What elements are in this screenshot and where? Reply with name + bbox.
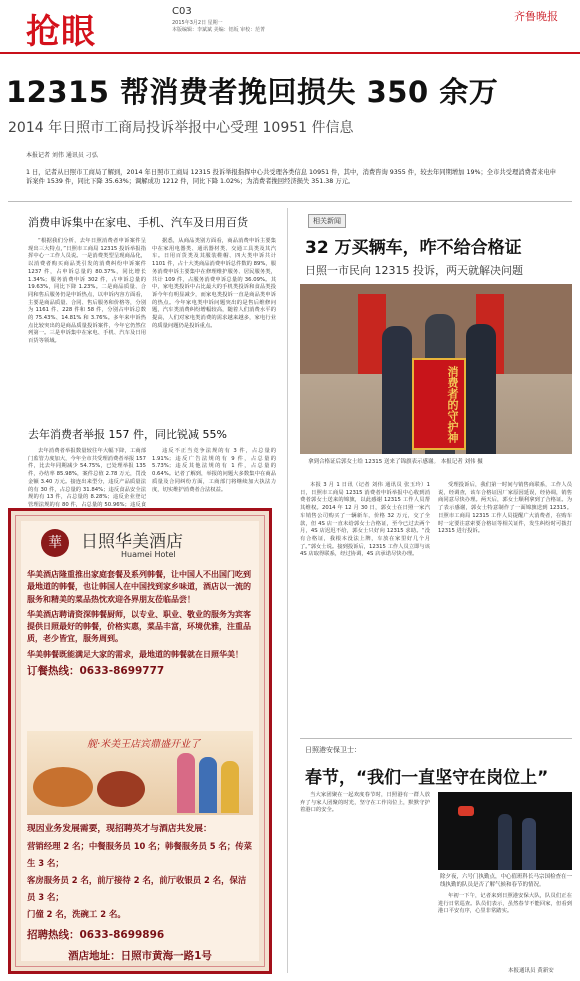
section2-col2: 违反不正当竞争法规的有 3 件，占总量的 1.91%；违反广告法规的有 9 件，占总量的 5.73%；违反其他法规的有 1 件，占总量的 0.64%。记者了解到，举报的问题大多数集中在商品质量及合同纠纷方面，工商部门将继续加大执法力度，切实维护消费者合法权益。 xyxy=(152,448,276,493)
related-col1: 本报 3 月 1 日讯（记者 刘伟 通讯员 张玉玲）1 日，日照市工商局 12315 消费者申诉举报中心收到消费者郭女士送来的锦旗，以此感谢 12315 工作人员帮其维权。2014 年 12 月 30 日，郭女士在日照一家汽车销售公司购买了一辆新车，价格 32 万元，交了全款，但 4S 店一直未给郭女士合格证，至今已过去两个月，4S 店迟迟不给，郭女士只好向 12315 求助。“没有合格证，我根本没法上牌，车放在家里好几个月了。”郭女士说。接到投诉后，12315 工作人员立即与该 4S 店取得联系，经过协调，4S 店承诺尽快办理。 xyxy=(300,482,430,558)
recruit-row: 门僮 2 名，洗碗工 2 名。 xyxy=(27,909,126,919)
section2-col1: 去年消费者举报数量较往年大幅下降，工商部门监管力度加大，今年全市共受理消费者举报 157 件，比去年同期减少 54.75%，已处理举报 135 件，办结率 85.98%，案件总值 2.78 万元，罚没金额 3.40 万元。接连出来型分，违反产品质量法的有 30 件，占总量的 31.84%；违反食品安全法规的有 13 件，占总量的 8.28%；违反企业登记管理法规的有 80 件，占总量的 50.96%；违反食 xyxy=(28,448,146,508)
divider xyxy=(8,201,572,202)
ad-inner xyxy=(21,521,259,961)
night-photo-caption: 除夕夜，六号门执勤点，中心值班科长马宗国检查在一线执勤的队员是否了解气候和春节的情况。 xyxy=(440,874,573,888)
divider xyxy=(300,738,572,739)
lantern xyxy=(458,806,474,816)
main-byline: 本报记者 刘伟 通讯员 刁弘 xyxy=(26,152,98,159)
masthead-meta xyxy=(172,20,312,34)
dish-image xyxy=(97,771,145,807)
related-subhead: 日照一市民向 12315 投诉，两天就解决问题 xyxy=(305,264,523,277)
third-col2: 年初一下午，记者来到日照港安保大队，队员们正在进行日常巡查。队员们表示，虽然春节不能回家，但看到港口平安有序，心里非常踏实。 xyxy=(438,893,572,915)
page-code: C03 xyxy=(172,6,192,17)
person-right xyxy=(466,324,496,454)
third-col1: 当大家团聚在一起欢度春节时，日照港有一群人放弃了与家人团聚的时光，坚守在工作岗位上，默默守护着港口的安全。 xyxy=(300,792,430,814)
recruit-title: 现因业务发展需要，现招聘英才与酒店共发展： xyxy=(27,824,212,834)
section1-col1: “根据我们分析，去年日照消费者申诉案件呈现出三大特点，”日照市工商局 12315 投诉举报指挥中心一工作人员说。一是消费类型呈现商品化，以消费者购买商品类引发的消费纠纷申诉案件 1237 件，占申诉总量的 80.37%，同比增长 1.34%；服务消费申诉 302 件，占申诉总量的 19.63%，同比下降 1.23%。二是商品质量、合同和售后服务仍是申诉热点，以申诉内容方面看，主要是商品质量、合同、售后服务和价格等，分别为 1161 件、228 件和 58 件，分别占申诉总数的 75.43%、14.81% 和 3.76%。多年来申诉热点比较突出的是商品质量投诉案件，今年它仍然位列第一。三是申诉集中在家电、手机、汽车及日用百货等领域。 xyxy=(28,238,146,345)
column-divider xyxy=(287,208,288,973)
ad-body-top xyxy=(21,569,259,678)
hanbok-figure xyxy=(199,757,217,813)
editors-line: 本版编辑：李斌斌 美编：铝坂 审校：范菁 xyxy=(172,27,266,33)
related-tag: 相关新闻 xyxy=(308,214,346,228)
guard-figure xyxy=(498,814,512,870)
hotel-name: 日照华美酒店 xyxy=(81,532,183,552)
hotel-name-en: Huamei Hotel xyxy=(121,550,176,559)
section2-title: 去年消费者举报 157 件，同比锐减 55% xyxy=(28,428,227,441)
section1-title: 消费申诉集中在家电、手机、汽车及日用百货 xyxy=(28,216,248,229)
related-col2: 受理投诉后，我们第一时间与销售商联系，工作人员说，经调查，该车合格证因厂家原因延误，经协调，销售商同意尽快办理。两天后，郭女士顺利拿到了合格证。为了表示感谢，郭女士特意制作了一面锦旗送到 12315。日照市工商局 12315 工作人员提醒广大消费者，在购车时一定要注意索要合格证等相关证件，发生纠纷时可拨打 12315 进行投诉。 xyxy=(438,482,572,535)
main-subhead: 2014 年日照市工商局投诉举报中心受理 10951 件信息 xyxy=(8,120,354,136)
ad-chef: 华美酒店聘请资深韩餐厨师，以专业、职业、敬业的服务为宾客提供日照最好的韩餐，价格实惠，菜品丰富，环境优雅，注重品质，老少皆宜，服务周到。 xyxy=(27,609,251,644)
paper-logo: 齐鲁晚报 xyxy=(514,10,558,23)
related-headline: 32 万买辆车，咋不给合格证 xyxy=(305,238,522,258)
dish-image xyxy=(33,767,93,807)
recruit-row: 客房服务员 2 名，前厅接待 2 名，前厅收银员 2 名，保洁员 3 名； xyxy=(27,875,247,902)
hotel-address: 酒店地址：日照市黄海一路1号 xyxy=(68,950,212,962)
guard-figure xyxy=(522,818,536,870)
third-headline: 春节，“我们一直坚守在岗位上” xyxy=(305,768,549,788)
third-tag: 日照港安保卫士： xyxy=(305,746,361,754)
night-photo xyxy=(438,792,572,870)
masthead-rule xyxy=(0,52,580,54)
recruit-hotline: 招聘热线：0633-8699896 xyxy=(27,929,165,941)
hanbok-figure xyxy=(221,761,239,813)
recruit-row: 营销经理 2 名；中餐服务员 10 名；韩餐服务员 5 名；传菜生 3 名； xyxy=(27,841,253,868)
related-photo xyxy=(300,284,572,454)
food-photo xyxy=(27,731,253,815)
section1-col2: 据悉，从商品类别方面看，商品消费申诉主要集中在家用电器类、通讯器材类、交通工具类及其汽车。日用百货类及其服装鞋帽、四大类申诉共计 1101 件，占十大类商品消费申诉总件数的 89%，服务消费申诉主要集中在修理维护服务、居民服务类，共计 109 件，占服务消费申诉总量的 36.09%。其中，家电类投诉中占比最大的手机类投诉和食品类投诉今年有明显减少，而家电类投诉一直是商品类申诉的热点。今年家电类申诉问题突出的是售后维修问题，汽车类消费纠纷增幅较高，随着人们消费水平的提高，人们对家电类消费的需求越来越多，家电行业的质量问题仍是投诉重点。 xyxy=(152,238,276,329)
recruit-block xyxy=(21,821,259,963)
main-headline: 12315 帮消费者挽回损失 350 余万 xyxy=(6,75,499,109)
date-line: 2015年3月2日 星期一 xyxy=(172,20,223,26)
hanbok-figure xyxy=(177,753,195,813)
related-photo-caption: 拿到合格证后郭女士给 12315 送来了锦旗表示感谢。 本报记者 刘伟 摄 xyxy=(308,459,483,465)
script-banner: 舰·米美王店宾鼎盛开业了 xyxy=(87,739,201,750)
silk-banner: 消费者的守护神 xyxy=(412,358,466,450)
ad-promise: 华美韩餐既能满足大家的需求，最地道的韩餐就在日照华美！ xyxy=(27,649,243,659)
masthead-title: 抢眼 xyxy=(26,12,96,52)
hotel-advertisement xyxy=(8,508,272,974)
ad-intro: 华美酒店隆重推出家庭套餐及系列韩餐，让中国人不出国门吃到最地道的韩餐，也让韩国人在中国找到家乡味道，酒店以一流的服务和精美的菜品热忱欢迎各界朋友莅临品尝！ xyxy=(27,570,251,604)
main-lead: 1 日，记者从日照市工商局了解到，2014 年日照市工商局 12315 投诉举报指挥中心共受理各类信息 10951 件，其中，消费咨询 9355 件，较去年同期增加 19%；全市共受理消费者来电申诉案件 1539 件，同比下降 35.63%；调解成功 1212 件，同比下降 1.02%；为消费者挽回经济损失 351.38 万元。 xyxy=(26,169,557,185)
person-left xyxy=(382,326,412,454)
photo-credit: 本报通讯员 黄新安 xyxy=(508,968,554,974)
order-hotline: 订餐热线：0633-8699777 xyxy=(27,665,165,678)
hotel-logo-icon: 華 xyxy=(41,529,69,557)
